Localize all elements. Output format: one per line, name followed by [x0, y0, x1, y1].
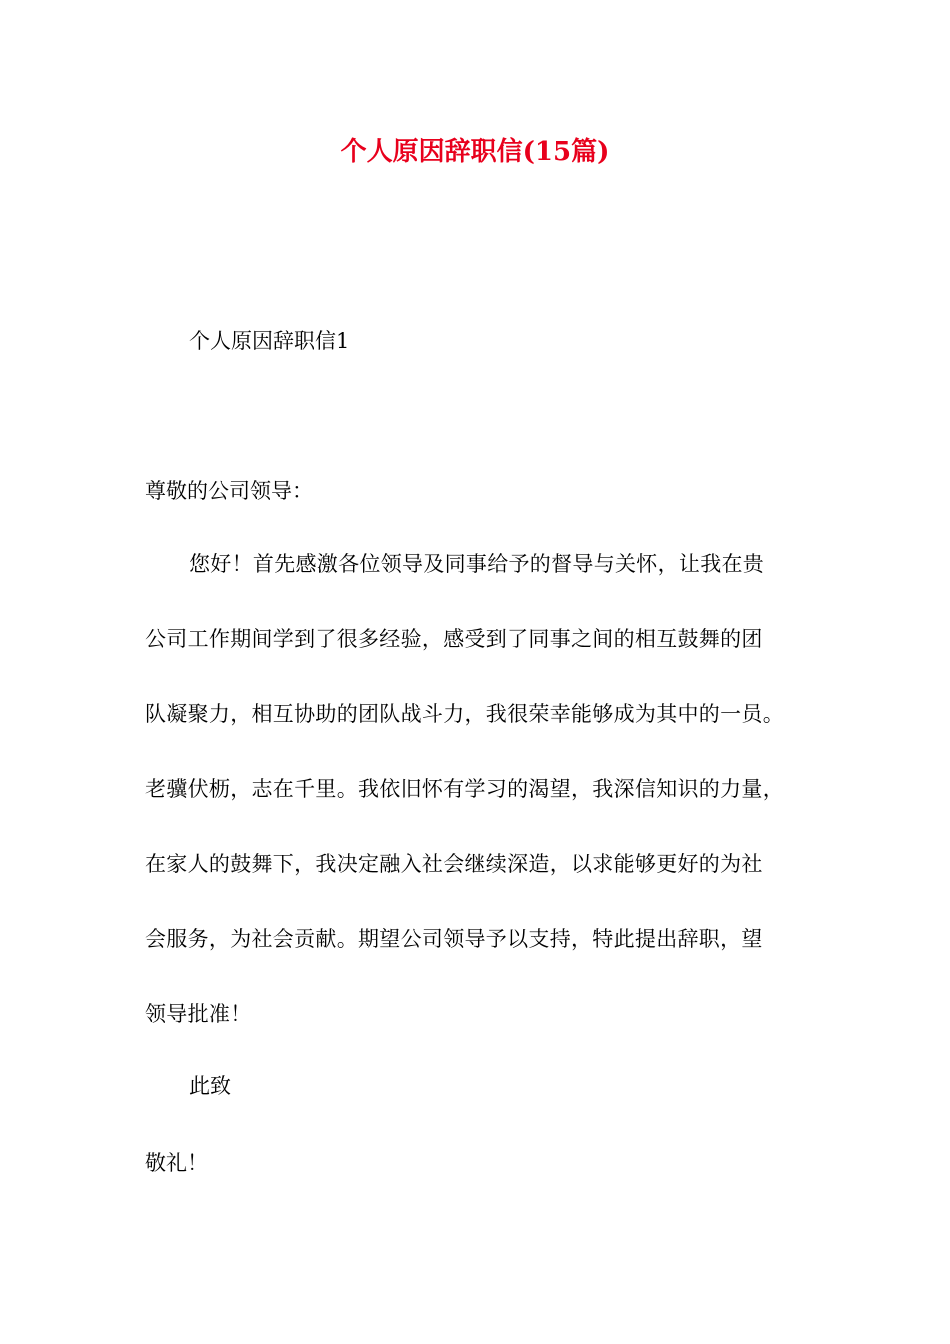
regards: 敬礼！ — [145, 1151, 208, 1175]
body-line: 在家人的鼓舞下，我决定融入社会继续深造，以求能够更好的为社 — [145, 852, 763, 876]
body-line: 会服务，为社会贡献。期望公司领导予以支持，特此提出辞职，望 — [145, 927, 763, 951]
body-line: 公司工作期间学到了很多经验，感受到了同事之间的相互鼓舞的团 — [145, 627, 763, 651]
closing-phrase: 此致 — [189, 1074, 231, 1098]
body-line: 您好！首先感激各位领导及同事给予的督导与关怀，让我在贵 — [189, 552, 765, 576]
body-line: 老骥伏枥，志在千里。我依旧怀有学习的渴望，我深信知识的力量， — [145, 777, 784, 801]
body-line: 领导批准！ — [145, 1002, 252, 1026]
section-heading: 个人原因辞职信1 — [189, 329, 350, 353]
salutation: 尊敬的公司领导： — [145, 479, 313, 503]
letter-body — [145, 549, 815, 1074]
document-title: 个人原因辞职信(15篇) — [340, 137, 610, 167]
body-line: 队凝聚力，相互协助的团队战斗力，我很荣幸能够成为其中的一员。 — [145, 702, 784, 726]
